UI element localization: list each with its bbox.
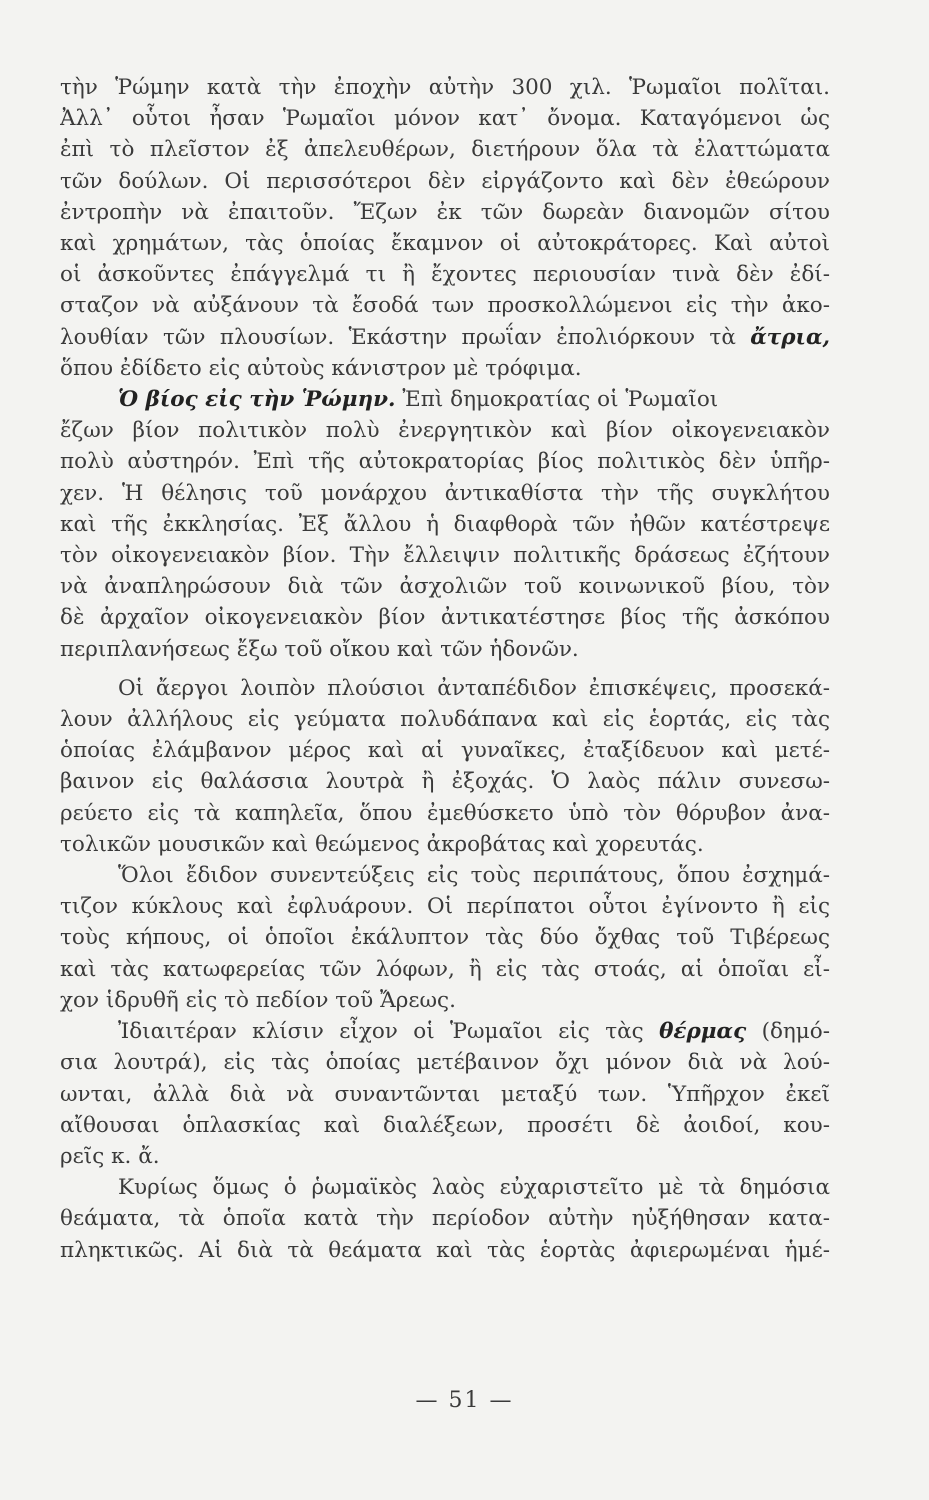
text-line: νὰ ἀναπληρώσουν διὰ τῶν ἀσχολιῶν τοῦ κοινωνικοῦ βίου, τὸν bbox=[60, 574, 830, 600]
text-line: ρεῖς κ. ἄ. bbox=[60, 1143, 160, 1169]
text-line: ωνται, ἀλλὰ διὰ νὰ συναντῶνται μεταξύ των. Ὑπῆρχον ἐκεῖ bbox=[60, 1081, 830, 1107]
text-line: λουν ἀλλήλους εἰς γεύματα πολυδάπανα καὶ εἰς ἑορτάς, εἰς τὰς bbox=[60, 707, 830, 733]
text-line: ἔζων βίον πολιτικὸν πολὺ ἐνεργητικὸν καὶ βίον οἰκογενειακὸν bbox=[60, 418, 830, 444]
text-line bbox=[60, 1016, 830, 1047]
emphasis-atria: ἄτρια, bbox=[750, 324, 830, 350]
line-text: Ἐπὶ δημοκρατίας οἱ Ῥωμαῖοι bbox=[402, 387, 719, 413]
text-line: Οἱ ἄεργοι λοιπὸν πλούσιοι ἀνταπέδιδον ἐπισκέψεις, προσεκά- bbox=[118, 675, 830, 701]
text-line: περιπλανήσεως ἔξω τοῦ οἴκου καὶ τῶν ἡδονῶν. bbox=[60, 636, 579, 662]
text-line: ρεύετο εἰς τὰ καπηλεῖα, ὅπου ἐμεθύσκετο ὑπὸ τὸν θόρυβον ἀνα- bbox=[60, 800, 830, 826]
text-line: καὶ τὰς κατωφερείας τῶν λόφων, ἢ εἰς τὰς στοάς, αἱ ὁποῖαι εἶ- bbox=[60, 956, 830, 982]
text-line: χον ἱδρυθῆ εἰς τὸ πεδίον τοῦ Ἄρεως. bbox=[60, 987, 456, 1013]
text-line: ἐπὶ τὸ πλεῖστον ἐξ ἀπελευθέρων, διετήρουν ὅλα τὰ ἐλαττώματα bbox=[60, 137, 830, 163]
text-line: βαινον εἰς θαλάσσια λουτρὰ ἢ ἐξοχάς. Ὁ λαὸς πάλιν συνεσω- bbox=[60, 769, 830, 795]
line-text: λουθίαν τῶν πλουσίων. Ἑκάστην πρωΐαν ἐπολιόρκουν τὰ bbox=[60, 324, 736, 350]
text-line: σια λουτρά), εἰς τὰς ὁποίας μετέβαινον ὄχι μόνον διὰ νὰ λού- bbox=[60, 1050, 830, 1076]
text-line: Ὅλοι ἔδιδον συνεντεύξεις εἰς τοὺς περιπάτους, ὅπου ἐσχημά- bbox=[118, 863, 830, 889]
text-line: οἱ ἀσκοῦντες ἐπάγγελμά τι ἢ ἔχοντες περιουσίαν τινὰ δὲν ἐδί- bbox=[60, 262, 830, 288]
text-line: ὁποίας ἐλάμβανον μέρος καὶ αἱ γυναῖκες, ἐταξίδευον καὶ μετέ- bbox=[60, 738, 830, 764]
text-line: Κυρίως ὅμως ὁ ῥωμαϊκὸς λαὸς εὐχαριστεῖτο μὲ τὰ δημόσια bbox=[118, 1175, 830, 1201]
text-line: τῶν δούλων. Οἱ περισσότεροι δὲν εἰργάζοντο καὶ δὲν ἐθεώρουν bbox=[60, 168, 830, 194]
text-line: δὲ ἀρχαῖον οἰκογενειακὸν βίον ἀντικατέστησε βίος τῆς ἀσκόπου bbox=[60, 605, 830, 631]
text-line: τὴν Ῥώμην κατὰ τὴν ἐποχὴν αὐτὴν 300 χιλ. Ῥωμαῖοι πολῖται. bbox=[60, 75, 830, 100]
text-line: τὸν οἰκογενειακὸν βίον. Τὴν ἔλλειψιν πολιτικῆς δράσεως ἐζήτουν bbox=[60, 543, 830, 569]
text-line: τοὺς κήπους, οἱ ὁποῖοι ἐκάλυπτον τὰς δύο ὄχθας τοῦ Τιβέρεως bbox=[60, 925, 830, 951]
text-line: καὶ τῆς ἐκκλησίας. Ἐξ ἄλλου ἡ διαφθορὰ τῶν ἠθῶν κατέστρεψε bbox=[60, 511, 830, 537]
text-line: πληκτικῶς. Αἱ διὰ τὰ θεάματα καὶ τὰς ἑορτὰς ἀφιερωμέναι ἡμέ- bbox=[60, 1237, 830, 1263]
text-line: χεν. Ἡ θέλησις τοῦ μονάρχου ἀντικαθίστα τὴν τῆς συγκλήτου bbox=[60, 480, 830, 506]
line-text: (δημό- bbox=[761, 1019, 830, 1045]
section-heading-line bbox=[60, 384, 830, 415]
text-line: πολὺ αὐστηρόν. Ἐπὶ τῆς αὐτοκρατορίας βίος πολιτικὸς δὲν ὑπῆρ- bbox=[60, 449, 830, 475]
text-line: τιζον κύκλους καὶ ἐφλυάρουν. Οἱ περίπατοι οὗτοι ἐγίνοντο ἢ εἰς bbox=[60, 894, 830, 920]
section-heading: Ὁ βίος εἰς τὴν Ῥώμην. bbox=[118, 387, 396, 413]
text-line: ὅπου ἐδίδετο εἰς αὐτοὺς κάνιστρον μὲ τρόφιμα. bbox=[60, 355, 582, 381]
text-line bbox=[60, 322, 830, 353]
page-number: — 51 — bbox=[415, 1388, 514, 1413]
text-line: σταζον νὰ αὐξάνουν τὰ ἔσοδά των προσκολλώμενοι εἰς τὴν ἀκο- bbox=[60, 293, 830, 319]
text-line: τολικῶν μουσικῶν καὶ θεώμενος ἀκροβάτας καὶ χορευτάς. bbox=[60, 831, 704, 857]
emphasis-thermae: θέρμας bbox=[659, 1019, 747, 1045]
text-line: Ἀλλ᾽ οὗτοι ἦσαν Ῥωμαῖοι μόνον κατ᾽ ὄνομα. Καταγόμενοι ὡς bbox=[60, 106, 830, 132]
text-line: θεάματα, τὰ ὁποῖα κατὰ τὴν περίοδον αὐτὴν ηὐξήθησαν κατα- bbox=[60, 1206, 830, 1232]
text-line: ἐντροπὴν νὰ ἐπαιτοῦν. Ἔζων ἐκ τῶν δωρεὰν διανομῶν σίτου bbox=[60, 199, 830, 225]
text-line: καὶ χρημάτων, τὰς ὁποίας ἔκαμνον οἱ αὐτοκράτορες. Καὶ αὐτοὶ bbox=[60, 231, 830, 257]
text-line: αἴθουσαι ὁπλασκίας καὶ διαλέξεων, προσέτι δὲ ἀοιδοί, κου- bbox=[60, 1112, 830, 1138]
body-text bbox=[60, 72, 830, 1266]
line-text: Ἰδιαιτέραν κλίσιν εἶχον οἱ Ῥωμαῖοι εἰς τὰς bbox=[118, 1019, 644, 1045]
